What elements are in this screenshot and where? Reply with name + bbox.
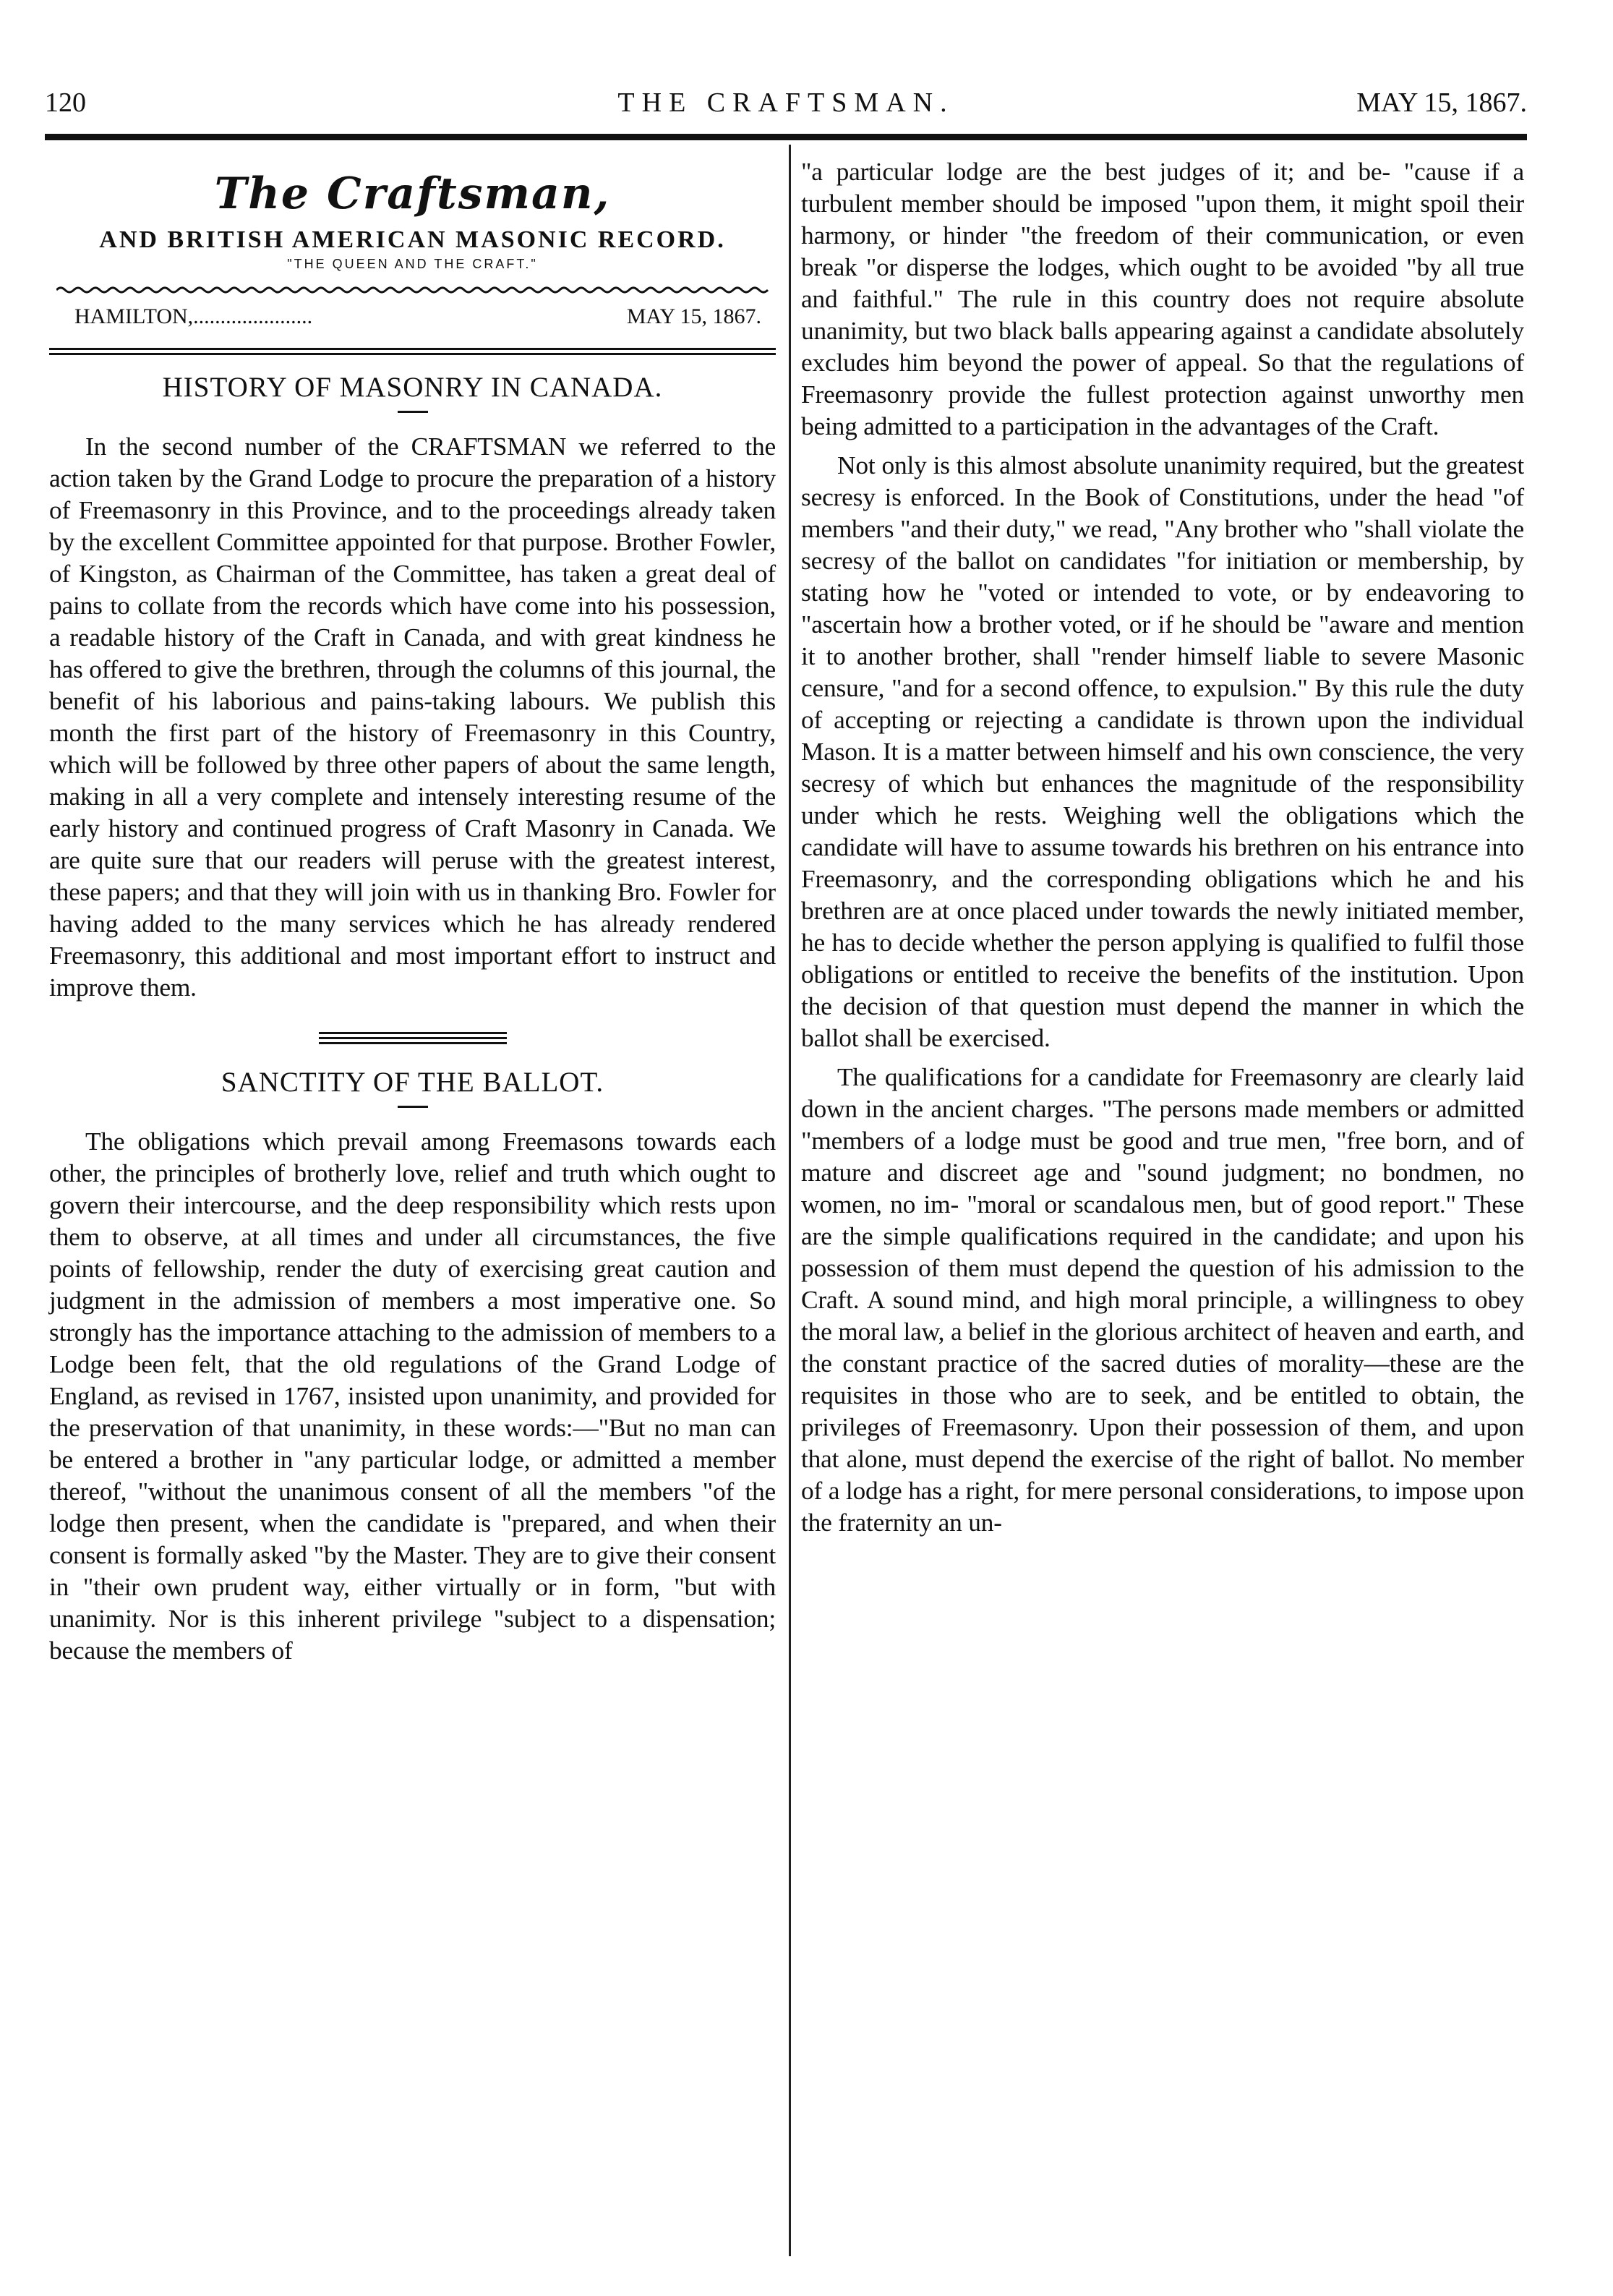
- masthead: [49, 168, 776, 355]
- ballot-paragraph-1-continued: "a particular lodge are the best judges of it; and be- "cause if a turbulent member should be imposed "upon them, it might spoil their harmony, or hinder "the freedom of their communication, or even break "or disperse the lodges, which ought to be avoided "by all true and faithful." The rule in this country does not require absolute unanimity, but two black balls appearing against a candidate absolutely excludes him beyond the power of appeal. So that the regulations of Freemasonry provide the fullest protection against unworthy men being admitted to a participation in the advantages of the Craft.: [801, 157, 1524, 440]
- ballot-paragraph-1: The obligations which prevail among Freemasons towards each other, the principles of brotherly love, relief and truth which ought to govern their intercourse, and the deep responsibility which rests upon them to observe, at all times and under all circumstances, the five points of fellowship, render the duty of exercising great caution and judgment in the admission of members a most imperative one. So strongly has the importance attaching to the admission of members to a Lodge been felt, that the old regulations of the Grand Lodge of England, as revised in 1767, insisted upon unanimity, and provided for the preservation of that unanimity, in these words:—"But no man can be entered a brother in "any particular lodge, or admitted a member thereof, "without the unanimous consent of all the members "of the lodge then present, when the candidate is "prepared, and when their consent is formally asked "by the Master. They are to give their consent in "their own prudent way, either virtually or in form, "but with unanimity. Nor is this inherent privilege "subject to a dispensation; because the members of: [49, 1127, 776, 1665]
- ballot-title-dash: [398, 1106, 428, 1108]
- dateline-place: HAMILTON,......................: [74, 304, 313, 328]
- history-title-dash: [398, 411, 428, 413]
- column-divider: [789, 145, 791, 2256]
- masthead-subtitle: AND BRITISH AMERICAN MASONIC RECORD.: [99, 226, 726, 253]
- left-column: [49, 155, 776, 1666]
- journal-title: THE CRAFTSMAN.: [617, 88, 954, 118]
- issue-date: MAY 15, 1867.: [1356, 88, 1527, 118]
- right-column: [801, 155, 1524, 1538]
- masthead-title: The Craftsman,: [214, 168, 611, 219]
- ballot-paragraph-3: The qualifications for a candidate for Freemasonry are clearly laid down in the ancient charges. "The persons made members or admitted "members of a lodge must be good and true men, "free born, and of mature and discreet age and "sound judgment; no bondmen, no women, no im- "moral or scandalous men, but of good report." These are the simple qualifications required in the candidate; and upon his possession of them must depend the question of his admission to the Craft. A sound mind, and high moral principle, a willingness to obey the moral law, a belief in the glorious architect of heaven and earth, and the constant practice of the sacred duties of morality—these are the requisites in those who are to seek, and be entitled to obtain, the privileges of Freemasonry. Upon their possession of them, and upon that alone, must depend the exercise of the right of ballot. No member of a lodge has a right, for mere personal considerations, to impose upon the fraternity an un-: [801, 1062, 1524, 1537]
- ballot-paragraph-2: Not only is this almost absolute unanimity required, but the greatest secresy is enforced. In the Book of Constitutions, under the head "of members "and their duty," we read, "Any brother who "shall violate the secresy of the ballot on candidates "for initiation or membership, by stating how he "voted or intended to vote, or by endeavoring to "ascertain how a brother voted, or if he should be "aware and mention it to another brother, shall "render himself liable to severe Masonic censure, "and for a second offence, to expulsion." By this rule the duty of accepting or rejecting a candidate is thrown upon the individual Mason. It is a matter between himself and his own conscience, the very secresy of which but enhances the magnitude of the responsibility under which he rests. Weighing well the obligations which the candidate will have to assume towards his brethren on his entrance into Freemasonry, and the corresponding obligations which he and his brethren are at once placed under towards the newly initiated member, he has to decide whether the person applying is qualified to fulfil those obligations or entitled to receive the benefits of the institution. Upon the decision of that question must depend the manner in which the ballot shall be exercised.: [801, 451, 1524, 1052]
- ballot-title: SANCTITY OF THE BALLOT.: [221, 1067, 604, 1098]
- dateline-date: MAY 15, 1867.: [626, 304, 761, 328]
- wavy-rule: [56, 285, 769, 295]
- running-head: [45, 87, 1527, 130]
- masthead-motto: "THE QUEEN AND THE CRAFT.": [287, 257, 538, 271]
- page-number: 120: [45, 88, 86, 118]
- masthead-double-rule: [49, 348, 776, 355]
- header-rule: [45, 134, 1527, 140]
- masthead-dateline: [49, 304, 776, 336]
- history-title: HISTORY OF MASONRY IN CANADA.: [162, 372, 663, 403]
- history-body: In the second number of the CRAFTSMAN we referred to the action taken by the Grand Lodge to procure the preparation of a history of Freemasonry in this Province, and to the proceedings already taken by the excellent Committee appointed for that purpose. Brother Fowler, of Kingston, as Chairman of the Committee, has taken a great deal of pains to collate from the records which have come into his possession, a readable history of the Craft in Canada, and with great kindness he has offered to give the brethren, through the columns of this journal, the benefit of his laborious and pains-taking labours. We publish this month the first part of the history of Freemasonry in this Country, which will be followed by three other papers of about the same length, making in all a very complete and intensely interesting resume of the early history and continued progress of Craft Masonry in Canada. We are quite sure that our readers will peruse with the greatest interest, these papers; and that they will join with us in thanking Bro. Fowler for having added to the many services which he has already rendered Freemasonry, this additional and most important effort to instruct and improve them.: [49, 432, 776, 1002]
- section-break-rule: [319, 1032, 507, 1044]
